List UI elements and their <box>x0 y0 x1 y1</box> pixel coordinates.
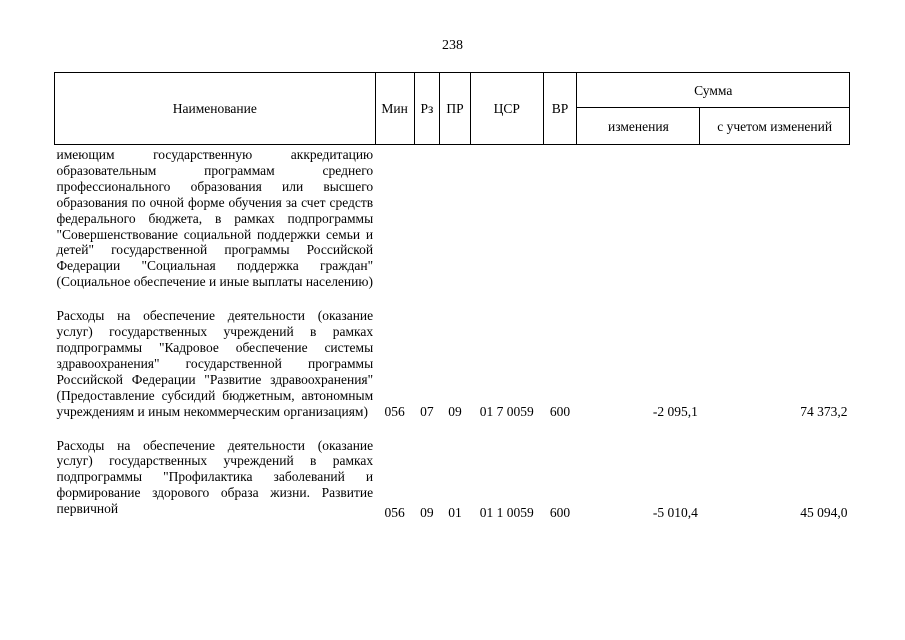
row-csr <box>470 145 543 291</box>
row-pr <box>440 145 471 291</box>
row-rz: 07 <box>420 403 434 419</box>
col-header-min: Мин <box>375 73 414 145</box>
row-total <box>700 145 850 291</box>
col-header-vr: ВР <box>543 73 577 145</box>
row-change <box>577 145 700 291</box>
col-header-with-changes: с учетом изменений <box>700 108 850 145</box>
row-csr: 01 7 0059 <box>479 403 534 419</box>
table-row <box>55 308 850 419</box>
col-header-rz: Рз <box>414 73 440 145</box>
row-total: 74 373,2 <box>800 403 848 419</box>
row-name: Расходы на обеспечение деятельности (оказание услуг) государственных учреждений в рамках подпрограммы "Кадровое обеспечение системы здравоохранения" государственной программы Российской Федерации "Развитие здравоохранения" (Предоставление субсидий бюджетным, автономным учреждениям и иным некоммерческим организациям) <box>56 308 374 419</box>
row-total: 45 094,0 <box>800 504 848 520</box>
row-csr: 01 1 0059 <box>479 504 534 520</box>
row-rz <box>414 145 440 291</box>
table-row <box>55 145 850 291</box>
table-header <box>55 73 850 145</box>
row-name: имеющим государственную аккредитацию образовательным программам среднего профессионального образования или высшего образования по очной форме обучения за счет средств федерального бюджета, в рамках подпрограммы "Совершенствование социальной поддержки семьи и детей" государственной программы Российской Федерации "Социальная поддержка граждан" (Социальное обеспечение и иные выплаты населению) <box>56 147 374 290</box>
row-vr: 600 <box>549 403 571 419</box>
row-min: 056 <box>384 504 405 520</box>
row-change: -5 010,4 <box>652 504 698 520</box>
row-vr: 600 <box>549 504 571 520</box>
page-number: 238 <box>442 38 463 53</box>
row-min <box>375 145 414 291</box>
budget-table <box>54 72 850 521</box>
row-rz: 09 <box>420 504 434 520</box>
col-header-sum: Сумма <box>577 73 850 108</box>
row-pr: 01 <box>448 504 462 520</box>
row-name: Расходы на обеспечение деятельности (оказание услуг) государственных учреждений в рамках подпрограммы "Профилактика заболеваний и формирование здорового образа жизни. Развитие первичной <box>56 437 374 517</box>
row-vr <box>543 145 577 291</box>
col-header-name: Наименование <box>55 73 376 145</box>
col-header-pr: ПР <box>440 73 471 145</box>
row-pr: 09 <box>448 403 462 419</box>
col-header-csr: ЦСР <box>470 73 543 145</box>
table-body <box>55 145 850 521</box>
table-row <box>55 438 850 521</box>
row-change: -2 095,1 <box>652 403 698 419</box>
col-header-change: изменения <box>577 108 700 145</box>
row-min: 056 <box>384 403 405 419</box>
